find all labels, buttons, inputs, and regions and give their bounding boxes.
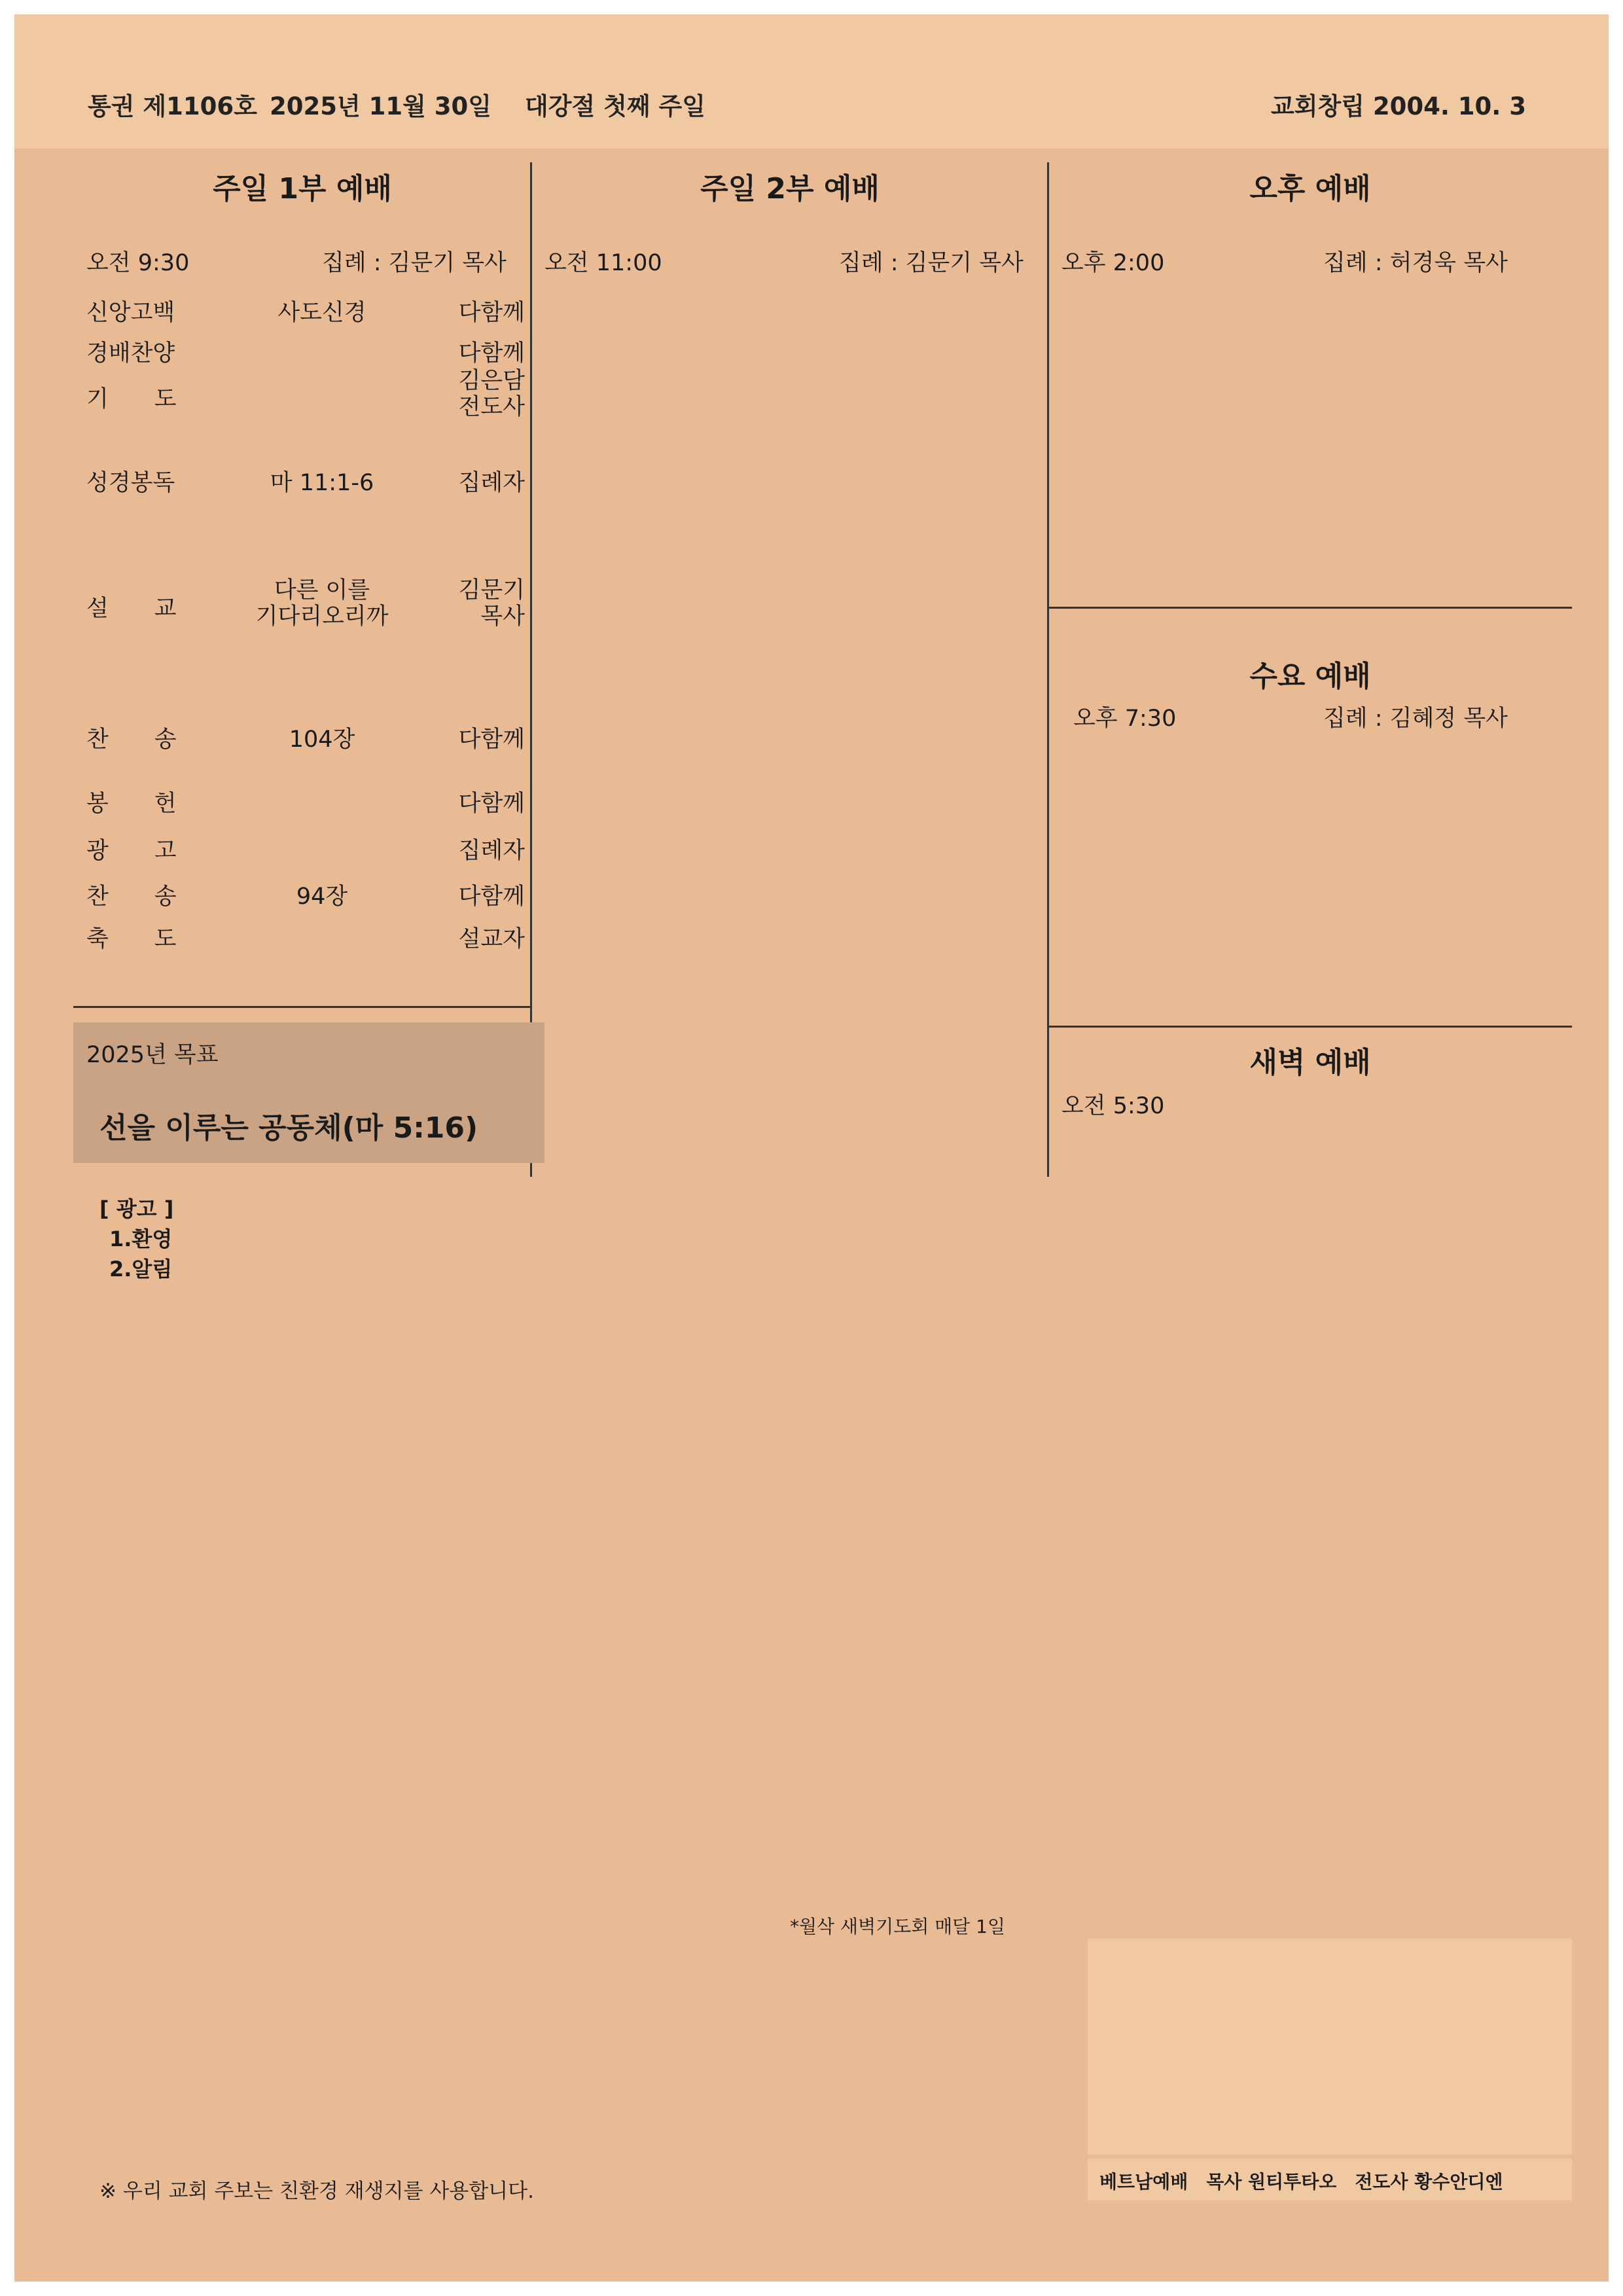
order-content: 104장	[289, 726, 355, 753]
order-person: 집례자	[458, 838, 525, 864]
section-divider	[1048, 1026, 1572, 1028]
order-person: 김은담 전도사	[458, 368, 525, 420]
order-content: 다른 이를 기다리오리까	[255, 577, 389, 630]
service1-leader: 집례 : 김문기 목사	[322, 250, 507, 276]
founded-date: 교회창립 2004. 10. 3	[1271, 92, 1526, 120]
order-item: 봉 헌	[86, 791, 177, 817]
order-person: 다함께	[458, 726, 525, 753]
service4-title: 수요 예배	[1249, 660, 1371, 693]
goal-text: 선을 이루는 공동체(마 5:16)	[99, 1111, 478, 1145]
order-person: 다함께	[458, 340, 525, 367]
order-row	[86, 368, 525, 440]
order-person: 다함께	[458, 791, 525, 817]
service2-title: 주일 2부 예배	[700, 172, 880, 206]
order-row	[86, 921, 525, 980]
eco-paper-note: ※ 우리 교회 주보는 친환경 재생지를 사용합니다.	[99, 2179, 534, 2203]
ads-title: [ 광고 ]	[99, 1196, 174, 1221]
occasion: 대강절 첫째 주일	[525, 92, 705, 120]
order-row	[86, 465, 525, 524]
section-divider	[73, 1006, 531, 1008]
order-item: 찬 송	[86, 884, 177, 910]
notice-label: 2.알림	[109, 1257, 173, 1282]
order-item: 성경봉독	[86, 470, 175, 496]
section-divider	[1048, 607, 1572, 609]
monthly-note: *월삭 새벽기도회 매달 1일	[790, 1916, 1005, 1937]
issue-date: 2025년 11월 30일	[270, 92, 491, 120]
order-item: 광 고	[86, 838, 177, 864]
goal-box	[73, 1022, 544, 1163]
vietnamese-service: 베트남예배 목사 원티투타오 전도사 황수안디엔	[1099, 2171, 1503, 2193]
order-content: 마 11:1-6	[270, 470, 374, 496]
vietnamese-service-box	[1088, 2159, 1572, 2200]
bulletin-header	[14, 14, 1609, 149]
order-row	[86, 577, 525, 649]
order-person: 집례자	[458, 470, 525, 496]
service3-leader: 집례 : 허경욱 목사	[1323, 250, 1508, 276]
order-item: 축 도	[86, 926, 177, 952]
order-content: 사도신경	[277, 300, 366, 326]
service2-time: 오전 11:00	[544, 250, 662, 276]
service5-time: 오전 5:30	[1061, 1093, 1165, 1119]
order-item: 기 도	[86, 386, 177, 412]
service4-leader: 집례 : 김혜정 목사	[1323, 706, 1508, 732]
order-row	[86, 721, 525, 780]
welcome-label: 1.환영	[109, 1227, 173, 1251]
order-item: 설 교	[86, 596, 177, 622]
staff-box	[1088, 1939, 1572, 2155]
issue-number: 통권 제1106호	[88, 92, 257, 120]
order-item: 경배찬양	[86, 340, 175, 367]
order-content: 94장	[296, 884, 348, 910]
service1-title: 주일 1부 예배	[213, 172, 392, 206]
service5-title: 새벽 예배	[1249, 1046, 1371, 1079]
goal-label: 2025년 목표	[86, 1042, 219, 1068]
service2-leader: 집례 : 김문기 목사	[839, 250, 1024, 276]
service3-time: 오후 2:00	[1061, 250, 1165, 276]
order-person: 김문기 목사	[458, 577, 525, 630]
order-item: 찬 송	[86, 726, 177, 753]
order-person: 다함께	[458, 884, 525, 910]
order-item: 신앙고백	[86, 300, 175, 326]
service1-time: 오전 9:30	[86, 250, 190, 276]
service3-title: 오후 예배	[1249, 172, 1371, 206]
order-person: 설교자	[458, 926, 525, 952]
bulletin-page	[14, 14, 1609, 2282]
service4-time: 오후 7:30	[1073, 706, 1177, 732]
order-person: 다함께	[458, 300, 525, 326]
